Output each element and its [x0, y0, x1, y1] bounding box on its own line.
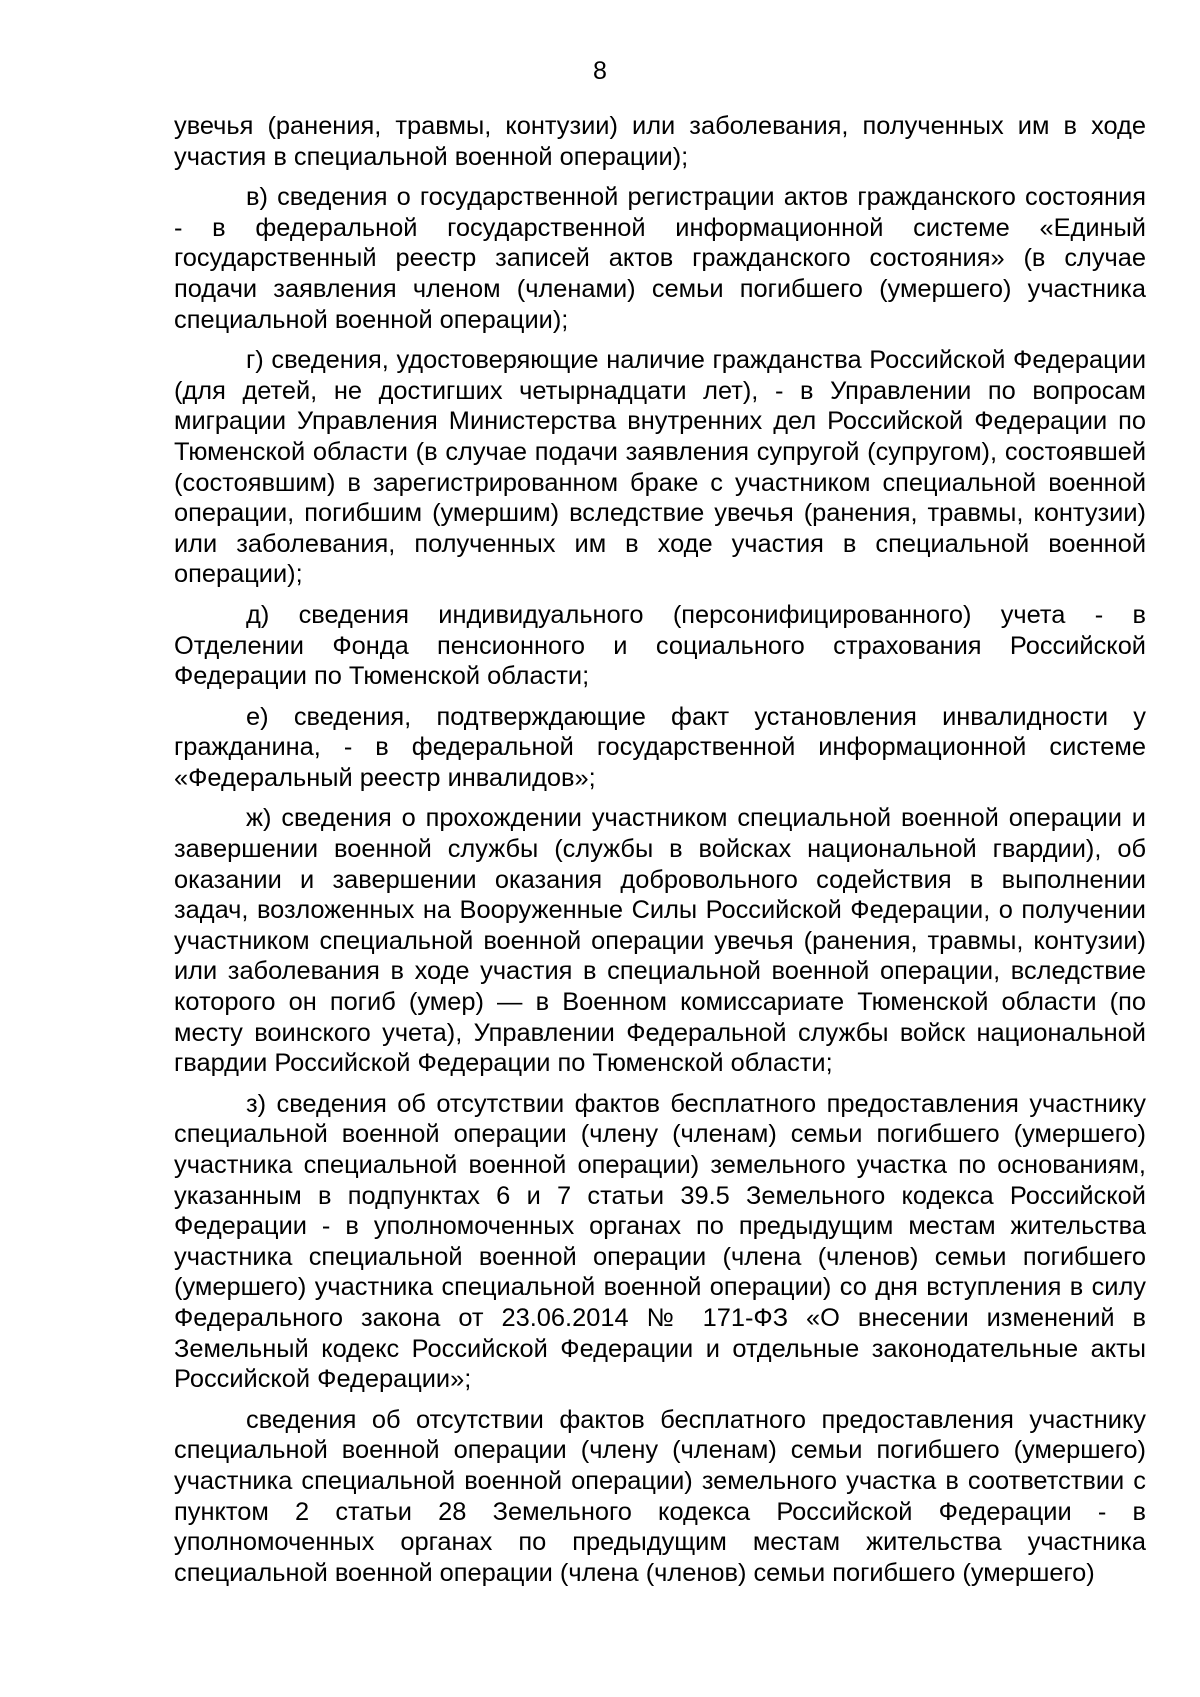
- paragraph-item-d: д) сведения индивидуального (персонифицированного) учета - в Отделении Фонда пенсионного и социального страхования Российской Федерации по Тюменской области;: [174, 600, 1146, 691]
- paragraph-item-e: е) сведения, подтверждающие факт установления инвалидности у гражданина, - в федеральной государственной информационной системе «Федеральный реестр инвалидов»;: [174, 702, 1146, 792]
- page-number: 8: [593, 57, 607, 85]
- paragraph-item-z: з) сведения об отсутствии фактов бесплатного предоставления участнику специальной военной операции (члену (членам) семьи погибшего (умершего) участника специальной военной операции) земельного участка по основаниям, указанным в подпунктах 6 и 7 статьи 39.5 Земельного кодекса Российской Федерации - в уполномоченных органах по предыдущим местам жительства участника специальной военной операции (члена (членов) семьи погибшего (умершего) участника специальной военной операции) со дня вступления в силу Федерального закона от 23.06.2014 № 171-ФЗ «О внесении изменений в Земельный кодекс Российской Федерации и отдельные законодательные акты Российской Федерации»;: [174, 1089, 1146, 1394]
- paragraph-item-z-continued: сведения об отсутствии фактов бесплатного предоставления участнику специальной военной операции (члену (членам) семьи погибшего (умершего) участника специальной военной операции) земельного участка в соответствии с пунктом 2 статьи 28 Земельного кодекса Российской Федерации - в уполномоченных органах по предыдущим местам жительства участника специальной военной операции (члена (членов) семьи погибшего (умершего): [174, 1405, 1146, 1587]
- paragraph-item-v: в) сведения о государственной регистрации актов гражданского состояния - в федеральной государственной информационной системе «Единый государственный реестр записей актов гражданского состояния» (в случае подачи заявления членом (членами) семьи погибшего (умершего) участника специальной военной операции);: [174, 183, 1146, 334]
- document-body: [174, 111, 1146, 1588]
- paragraph-item-g: г) сведения, удостоверяющие наличие гражданства Российской Федерации (для детей, не достигших четырнадцати лет), - в Управлении по вопросам миграции Управления Министерства внутренних дел Российской Федерации по Тюменской области (в случае подачи заявления супругой (супругом), состоявшей (состоявшим) в зарегистрированном браке с участником специальной военной операции, погибшим (умершим) вследствие увечья (ранения, травмы, контузии) или заболевания, полученных им в ходе участия в специальной военной операции);: [174, 346, 1146, 589]
- paragraph-item-zh: ж) сведения о прохождении участником специальной военной операции и завершении военной службы (службы в войсках национальной гвардии), об оказании и завершении оказания добровольного содействия в выполнении задач, возложенных на Вооруженные Силы Российской Федерации, о получении участником специальной военной операции увечья (ранения, травмы, контузии) или заболевания в ходе участия в специальной военной операции, вследствие которого он погиб (умер) — в Военном комиссариате Тюменской области (по месту воинского учета), Управлении Федеральной службы войск национальной гвардии Российской Федерации по Тюменской области;: [174, 804, 1146, 1078]
- paragraph-continuation: увечья (ранения, травмы, контузии) или заболевания, полученных им в ходе участия в специальной военной операции);: [174, 112, 1146, 171]
